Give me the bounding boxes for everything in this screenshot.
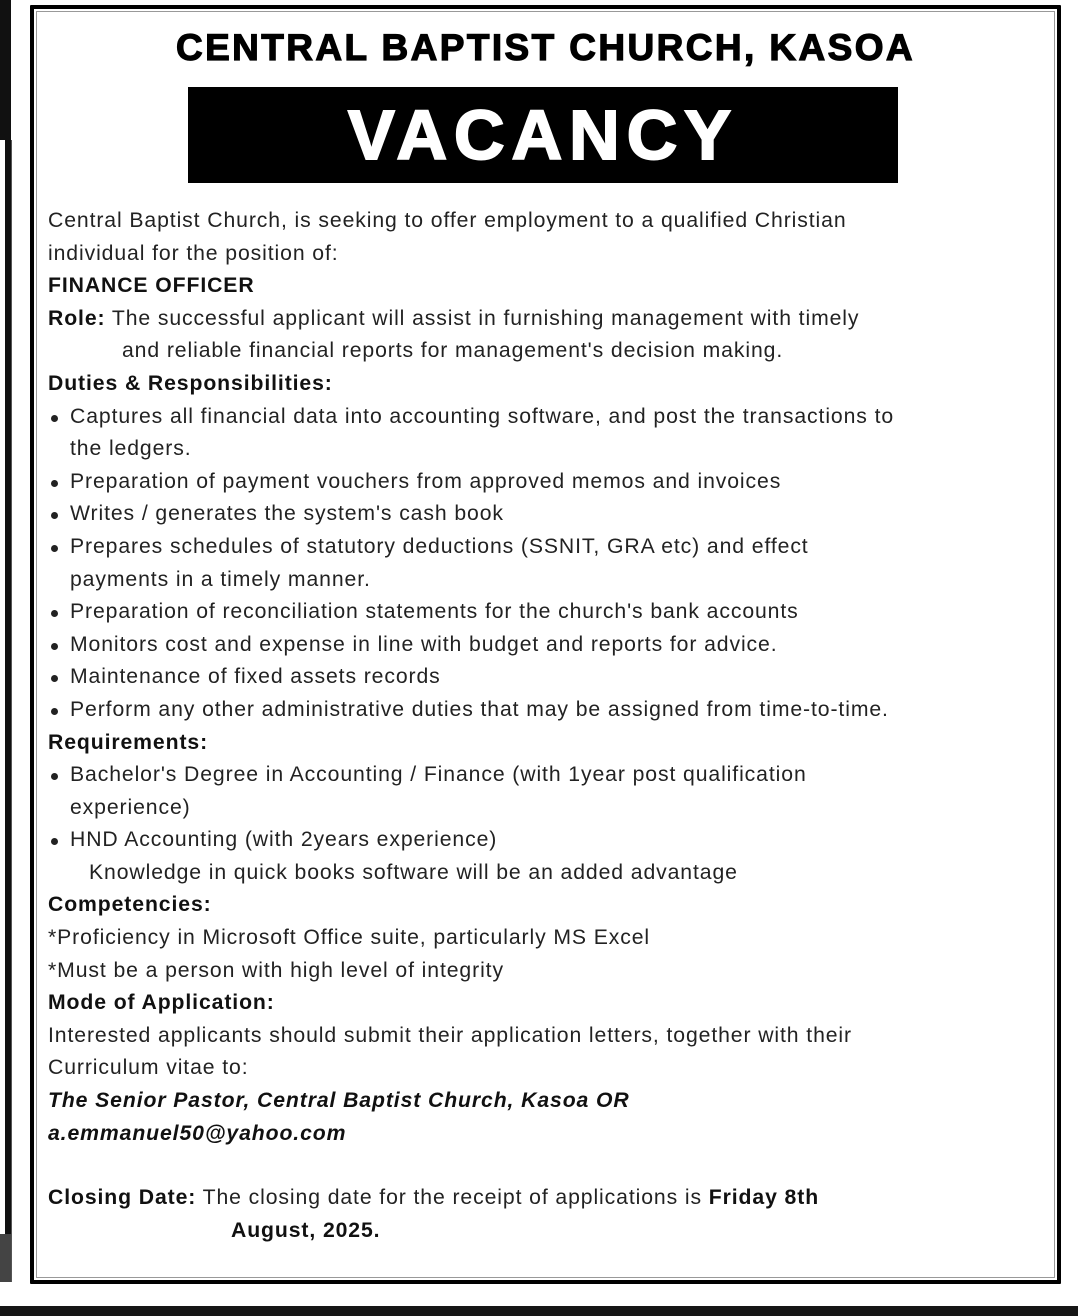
duty-item-text: Prepares schedules of statutory deductions (SSNIT, GRA etc) and effect [70, 534, 809, 558]
duty-item-text: Perform any other administrative duties that may be assigned from time-to-time. [70, 697, 889, 721]
bullet-icon [51, 415, 58, 422]
bullet-icon [51, 773, 58, 780]
duty-item-text: the ledgers. [70, 437, 192, 461]
competency-item: *Proficiency in Microsoft Office suite, particularly MS Excel [48, 926, 651, 950]
role-text: The successful applicant will assist in furnishing management with timely [105, 306, 860, 330]
adjacent-page-edge [0, 0, 11, 140]
intro-line: individual for the position of: [48, 241, 339, 265]
duty-item [48, 694, 1053, 727]
duty-item-text: Writes / generates the system's cash book [70, 502, 504, 526]
application-address: The Senior Pastor, Central Baptist Church, Kasoa OR [48, 1089, 630, 1113]
adjacent-page-border [5, 140, 12, 1282]
duty-item-text: Monitors cost and expense in line with budget and reports for advice. [70, 632, 778, 656]
role-label: Role: [48, 306, 106, 330]
requirement-item-text: experience) [70, 795, 191, 819]
closing-line [48, 1182, 1053, 1215]
requirements-list [48, 759, 1053, 857]
duty-item [48, 498, 1053, 531]
advert-frame [30, 5, 1061, 1284]
adjacent-page-edge-bottom [0, 1234, 11, 1282]
duty-item-text: payments in a timely manner. [70, 567, 371, 591]
position-title: FINANCE OFFICER [48, 274, 255, 298]
bullet-icon [51, 675, 58, 682]
adjacent-page-border-bottom [0, 1306, 1078, 1316]
bullet-icon [51, 643, 58, 650]
requirement-item-text: HND Accounting (with 2years experience) [70, 828, 498, 852]
requirement-item [48, 759, 1053, 792]
requirement-item-continued [48, 792, 1053, 825]
duty-item-text: Captures all financial data into accounting software, and post the transactions to [70, 404, 895, 428]
closing-date-rest: August, 2025. [231, 1218, 381, 1242]
vacancy-banner [188, 87, 898, 183]
bullet-icon [51, 545, 58, 552]
application-text: Interested applicants should submit their application letters, together with their [48, 1023, 852, 1047]
bullet-icon [51, 480, 58, 487]
requirement-item [48, 824, 1053, 857]
spacer [48, 1150, 1053, 1182]
competencies-heading: Competencies: [48, 893, 212, 917]
competency-item: *Must be a person with high level of integrity [48, 958, 504, 982]
duty-item [48, 596, 1053, 629]
bullet-icon [51, 512, 58, 519]
duty-item-continued [48, 564, 1053, 597]
bullet-icon [51, 708, 58, 715]
bullet-icon [51, 610, 58, 617]
requirement-item-text: Bachelor's Degree in Accounting / Finance (with 1year post qualification [70, 763, 807, 787]
duty-item [48, 401, 1053, 434]
role-line [48, 303, 1053, 336]
vacancy-banner-text: VACANCY [348, 96, 738, 174]
bullet-icon [51, 838, 58, 845]
advert-body [48, 205, 1053, 1247]
application-text: Curriculum vitae to: [48, 1056, 249, 1080]
organization-title: CENTRAL BAPTIST CHURCH, KASOA [175, 27, 916, 68]
duty-item-text: Preparation of reconciliation statements for the church's bank accounts [70, 600, 799, 624]
closing-date-day: Friday 8th [708, 1186, 820, 1210]
duties-heading: Duties & Responsibilities: [48, 371, 333, 395]
duty-item [48, 466, 1053, 499]
closing-text: The closing date for the receipt of applications is [196, 1186, 709, 1210]
duty-item [48, 629, 1053, 662]
application-heading: Mode of Application: [48, 991, 275, 1015]
duties-list [48, 401, 1053, 727]
closing-label: Closing Date: [48, 1186, 197, 1210]
duty-item-continued [48, 433, 1053, 466]
requirements-heading: Requirements: [48, 730, 209, 754]
duty-item [48, 531, 1053, 564]
requirements-note: Knowledge in quick books software will be an added advantage [89, 860, 738, 884]
application-email[interactable]: a.emmanuel50@yahoo.com [48, 1121, 347, 1145]
duty-item-text: Maintenance of fixed assets records [70, 665, 441, 689]
duty-item [48, 661, 1053, 694]
role-text-continued: and reliable financial reports for management's decision making. [122, 339, 784, 363]
duty-item-text: Preparation of payment vouchers from approved memos and invoices [70, 469, 782, 493]
intro-line: Central Baptist Church, is seeking to offer employment to a qualified Christian [48, 209, 847, 232]
